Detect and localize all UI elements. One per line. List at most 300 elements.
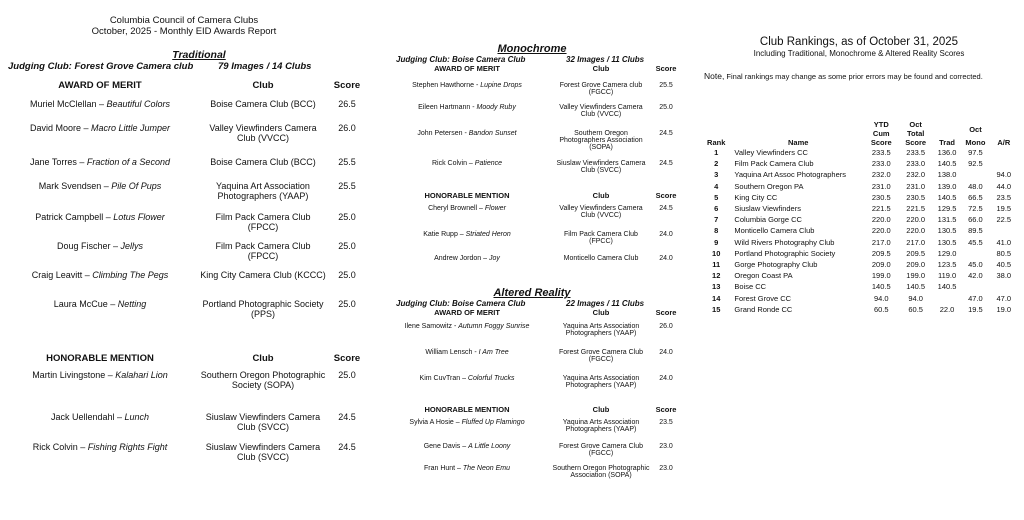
photographer-name: Ilene Samowitz — [404, 323, 453, 330]
rankings-subtitle: Including Traditional, Monochrome & Altered Reality Scores — [753, 49, 965, 58]
name-title-separator: – — [96, 99, 107, 109]
photographer-entry — [382, 130, 552, 137]
ar-score — [990, 225, 1018, 236]
club-name: Film Pack Camera Club — [734, 159, 814, 169]
ytd-score: 233.0 — [871, 159, 891, 169]
ytd-score: 209.5 — [871, 248, 891, 258]
ar-score: 22.5 — [996, 215, 1012, 225]
trad-score — [933, 293, 961, 304]
mono-header: Mono — [965, 138, 986, 147]
photographer-name: Muriel McClellan — [29, 99, 97, 109]
ytd-score: 217.0 — [871, 237, 891, 247]
ar-score: 19.0 — [996, 304, 1012, 314]
ytd-header: YTD Cum Score — [870, 120, 892, 147]
image-title: Pile Of Pups — [111, 181, 162, 191]
club-name: Southern Oregon Photographic Society (SOPA) — [200, 370, 326, 390]
mono-score: 66.0 — [968, 215, 983, 225]
club-name: Valley Viewfinders CC — [734, 148, 808, 157]
image-title: Lunch — [124, 412, 150, 422]
ranking-row — [700, 203, 1018, 214]
image-title: Joy — [488, 255, 500, 262]
oct-group-header: Oct — [969, 125, 982, 134]
award-row — [382, 349, 682, 375]
club-name: Monticello Camera Club — [563, 255, 639, 262]
image-title: The Neon Emu — [462, 465, 510, 472]
ytd-score: 232.0 — [871, 170, 891, 180]
ar-score: 40.5 — [996, 260, 1012, 270]
trad-score: 131.5 — [937, 215, 957, 225]
ranking-row — [700, 181, 1018, 192]
rank-number: 1 — [714, 148, 719, 157]
mono-score: 42.0 — [968, 271, 983, 281]
award-row — [382, 443, 682, 465]
ranking-row — [700, 147, 1018, 158]
photographer-entry — [0, 241, 200, 251]
photographer-name: Cheryl Brownell — [428, 205, 478, 212]
image-title: Fishing Rights Fight — [87, 442, 168, 452]
rank-number: 3 — [714, 170, 719, 180]
oct-total-score: 60.5 — [908, 304, 923, 314]
name-title-separator: – — [114, 412, 125, 422]
photographer-entry — [382, 255, 552, 262]
rankings-table — [700, 107, 1018, 315]
mono-altered-column — [382, 0, 682, 497]
club-name: Monticello Camera Club — [734, 226, 815, 236]
mono-score — [961, 281, 989, 292]
trad-score: 129.0 — [937, 248, 957, 258]
ranking-row — [700, 281, 1018, 292]
rankings-column — [700, 0, 1018, 315]
image-title: Lupine Drops — [480, 82, 522, 89]
ytd-score: 199.0 — [871, 271, 891, 281]
image-title: Colorful Trucks — [467, 375, 515, 382]
trad-score: 140.5 — [937, 192, 957, 202]
award-row — [382, 323, 682, 349]
score-value: 24.5 — [338, 442, 356, 452]
name-title-separator: – — [107, 299, 118, 309]
photographer-name: William Lensch — [425, 349, 473, 356]
name-title-separator: – — [110, 241, 121, 251]
photographer-name: Craig Leavitt — [31, 270, 83, 280]
name-title-separator: – — [466, 160, 475, 167]
score-header-label: Score — [655, 64, 677, 73]
monochrome-judging-row — [382, 55, 682, 64]
photographer-name: Laura McCue — [53, 299, 108, 309]
trad-score: 130.5 — [937, 226, 957, 236]
image-title: I Am Tree — [478, 349, 509, 356]
name-title-separator: - — [462, 130, 469, 137]
club-name: Siuslaw Viewfinders Camera Club (SVCC) — [556, 160, 646, 174]
trad-score: 22.0 — [939, 304, 955, 314]
traditional-section-title: Traditional — [172, 49, 226, 61]
mono-score: 97.5 — [968, 148, 983, 157]
ranking-row — [700, 270, 1018, 281]
rank-header: Rank — [707, 138, 726, 147]
monochrome-merit-list — [382, 82, 682, 186]
score-header-label: Score — [655, 308, 677, 317]
altered-judging-club: Judging Club: Boise Camera Club — [396, 299, 526, 308]
club-name: Siuslaw Viewfinders Camera Club (SVCC) — [205, 442, 321, 462]
name-title-separator: – — [455, 465, 463, 472]
club-name: Film Pack Camera Club (FPCC) — [215, 212, 311, 232]
image-title: Kalahari Lion — [115, 370, 168, 380]
score-value: 26.5 — [338, 99, 356, 109]
ytd-score: 233.5 — [871, 148, 891, 157]
award-row — [0, 442, 368, 472]
ranking-row — [700, 158, 1018, 169]
club-name: King City CC — [734, 192, 778, 202]
photographer-name: Eileen Hartmann — [418, 104, 471, 111]
altered-merit-list — [382, 323, 682, 401]
award-row — [382, 419, 682, 443]
image-title: Flower — [484, 205, 506, 212]
altered-image-count: 22 Images / 11 Clubs — [566, 299, 645, 308]
name-title-separator: – — [481, 255, 489, 262]
image-title: Macro Little Jumper — [91, 123, 171, 133]
note-label: Note, — [704, 71, 725, 81]
award-row — [382, 375, 682, 401]
hm-header-label: HONORABLE MENTION — [424, 405, 510, 414]
score-value: 24.5 — [338, 412, 356, 422]
oct-total-score: 220.0 — [906, 215, 926, 225]
oct-total-score: 217.0 — [906, 237, 926, 247]
trad-header: Trad — [939, 138, 955, 147]
photographer-name: Mark Svendsen — [38, 181, 102, 191]
name-title-separator: – — [101, 181, 112, 191]
ytd-score: 230.5 — [871, 192, 891, 202]
club-name: Wild Rivers Photography Club — [734, 237, 835, 247]
club-header-label: Club — [592, 191, 610, 200]
score-header-label: Score — [333, 353, 361, 364]
club-name: Siuslaw Viewfinders Camera Club (SVCC) — [205, 412, 321, 432]
ranking-row — [700, 169, 1018, 180]
report-subtitle: October, 2025 - Monthly EID Awards Report — [91, 26, 277, 37]
score-value: 24.5 — [659, 205, 673, 212]
altered-merit-header — [382, 308, 682, 317]
image-title: Jellys — [120, 241, 144, 251]
score-value: 24.5 — [659, 130, 673, 137]
oct-total-score: 209.5 — [906, 248, 926, 258]
oct-total-score: 233.0 — [906, 159, 926, 169]
award-row — [382, 255, 682, 277]
oct-total-score: 233.5 — [906, 148, 926, 157]
photographer-name: Jack Uellendahl — [50, 412, 115, 422]
rank-number: 12 — [712, 271, 721, 281]
name-title-separator: - — [474, 82, 481, 89]
ar-score — [990, 281, 1018, 292]
award-row — [382, 104, 682, 130]
score-value: 25.5 — [338, 157, 356, 167]
award-row — [382, 82, 682, 104]
traditional-hm-header — [0, 353, 368, 364]
trad-score: 136.0 — [937, 148, 957, 157]
club-name: Southern Oregon Photographic Association (SOPA) — [552, 465, 650, 479]
traditional-column — [0, 0, 368, 472]
image-title: Netting — [117, 299, 147, 309]
oct-total-score: 220.0 — [906, 226, 926, 236]
rank-number: 2 — [714, 159, 719, 169]
ranking-row — [700, 192, 1018, 203]
ranking-row — [700, 304, 1018, 315]
ranking-row — [700, 214, 1018, 225]
photographer-name: Patrick Campbell — [35, 212, 104, 222]
trad-score: 123.5 — [937, 260, 957, 270]
score-value: 24.0 — [659, 255, 673, 262]
ar-score: 19.5 — [996, 204, 1012, 214]
photographer-entry — [382, 375, 552, 382]
trad-score: 130.5 — [937, 237, 957, 247]
name-title-separator: – — [457, 231, 466, 238]
image-title: Climbing The Pegs — [92, 270, 169, 280]
name-title-separator: – — [105, 370, 116, 380]
club-name: Oregon Coast PA — [734, 271, 793, 281]
club-name: Portland Photographic Society (PPS) — [202, 299, 324, 319]
trad-score: 139.0 — [937, 181, 957, 191]
club-name: Forest Grove Camera Club (FGCC) — [558, 349, 644, 363]
ytd-score: 231.0 — [871, 181, 891, 191]
score-value: 24.0 — [659, 231, 673, 238]
score-value: 25.0 — [338, 212, 356, 222]
ar-score: 47.0 — [996, 293, 1012, 303]
photographer-name: Jane Torres — [30, 157, 77, 167]
rankings-header-row — [700, 107, 1018, 134]
mono-score: 45.5 — [968, 237, 983, 247]
photographer-name: Rick Colvin — [431, 160, 467, 167]
club-name: Forest Grove Camera club (FGCC) — [559, 82, 643, 96]
oct-total-score: 199.0 — [906, 271, 926, 281]
oct-total-score: 140.5 — [906, 282, 926, 292]
rank-number: 15 — [712, 304, 721, 314]
club-name: Grand Ronde CC — [734, 304, 793, 314]
award-row — [0, 123, 368, 157]
photographer-entry — [0, 123, 200, 133]
photographer-name: Martin Livingstone — [32, 370, 106, 380]
score-value: 25.0 — [338, 370, 356, 380]
merit-header-label: AWARD OF MERIT — [434, 64, 500, 73]
club-name: Valley Viewfinders Camera Club (VVCC) — [559, 205, 643, 219]
name-title-separator: – — [82, 270, 93, 280]
monochrome-hm-header — [382, 191, 682, 200]
club-name: Columbia Gorge CC — [734, 215, 802, 225]
club-name: Yaquina Art Assoc Photographers — [734, 170, 847, 180]
ranking-row — [700, 237, 1018, 248]
oct-total-score: 232.0 — [906, 170, 926, 180]
name-title-separator: – — [453, 419, 462, 426]
photographer-entry — [382, 419, 552, 426]
club-name: Boise Camera Club (BCC) — [210, 99, 316, 109]
photographer-entry — [0, 181, 200, 191]
ar-score: 44.0 — [996, 181, 1012, 191]
ar-score — [990, 158, 1018, 169]
ar-score: 80.5 — [996, 248, 1012, 258]
image-title: Beautiful Colors — [106, 99, 171, 109]
score-value: 23.0 — [659, 465, 673, 472]
altered-judging-row — [382, 299, 682, 308]
photographer-entry — [382, 323, 552, 330]
club-header-label: Club — [252, 353, 274, 364]
photographer-name: David Moore — [29, 123, 81, 133]
photographer-entry — [382, 465, 552, 472]
rankings-body — [700, 147, 1018, 315]
club-name: Film Pack Camera Club (FPCC) — [215, 241, 311, 261]
score-value: 26.0 — [659, 323, 673, 330]
image-title: Autumn Foggy Sunrise — [458, 323, 530, 330]
rank-number: 5 — [714, 192, 719, 202]
rank-number: 6 — [714, 204, 719, 214]
photographer-entry — [0, 442, 200, 452]
photographer-entry — [0, 299, 200, 309]
image-title: Striated Heron — [465, 231, 511, 238]
photographer-entry — [382, 160, 552, 167]
photographer-name: Andrew Jordon — [434, 255, 482, 262]
name-title-separator: – — [77, 442, 88, 452]
score-value: 25.0 — [659, 104, 673, 111]
club-name: Boise CC — [734, 282, 767, 292]
rank-number: 9 — [714, 237, 719, 247]
club-name: Portland Photographic Society — [734, 248, 836, 258]
name-title-separator: – — [460, 443, 469, 450]
award-row — [0, 212, 368, 241]
rank-number: 13 — [712, 282, 721, 292]
photographer-name: Gene Davis — [423, 443, 461, 450]
photographer-name: Rick Colvin — [32, 442, 78, 452]
ytd-score: 209.0 — [871, 260, 891, 270]
altered-section-title: Altered Reality — [493, 287, 571, 299]
ranking-row — [700, 293, 1018, 304]
mono-score: 72.5 — [968, 204, 983, 214]
rank-number: 7 — [714, 215, 719, 225]
rank-number: 11 — [712, 260, 721, 270]
club-name: Valley Viewfinders Camera Club (VVCC) — [559, 104, 643, 118]
image-title: A Little Loony — [468, 443, 511, 450]
score-value: 25.0 — [338, 270, 356, 280]
report-header — [0, 0, 368, 37]
monochrome-judging-club: Judging Club: Boise Camera Club — [396, 55, 526, 64]
award-row — [0, 99, 368, 123]
traditional-merit-header — [0, 80, 368, 91]
award-row — [382, 160, 682, 186]
ytd-score: 221.5 — [871, 204, 891, 214]
club-name: Valley Viewfinders Camera Club (VVCC) — [209, 123, 317, 143]
award-row — [0, 412, 368, 442]
ranking-row — [700, 225, 1018, 236]
merit-header-label: AWARD OF MERIT — [434, 308, 500, 317]
mono-score: 66.5 — [968, 192, 983, 202]
photographer-name: Sylvia A Hosie — [409, 419, 454, 426]
ar-score: 38.0 — [996, 271, 1012, 281]
image-title: Lotus Flower — [113, 212, 165, 222]
award-row — [0, 299, 368, 333]
award-row — [0, 270, 368, 299]
club-header-label: Club — [592, 405, 610, 414]
ytd-score: 220.0 — [871, 215, 891, 225]
award-row — [382, 130, 682, 160]
mono-score: 89.5 — [968, 226, 983, 236]
name-title-separator: - — [452, 323, 459, 330]
monochrome-merit-header — [382, 64, 682, 73]
traditional-judging-club: Judging Club: Forest Grove Camera club — [8, 61, 194, 72]
club-name: Yaquina Arts Association Photographers (YAAP) — [562, 419, 640, 433]
ar-score: 41.0 — [996, 237, 1012, 247]
rank-number: 4 — [714, 181, 719, 191]
club-name: Gorge Photography Club — [734, 260, 818, 270]
traditional-merit-list — [0, 99, 368, 333]
trad-score: 119.0 — [937, 271, 957, 281]
score-value: 26.0 — [338, 123, 356, 133]
score-header-label: Score — [655, 191, 677, 200]
ranking-row — [700, 248, 1018, 259]
altered-hm-list — [382, 419, 682, 497]
ytd-score: 94.0 — [873, 293, 889, 303]
photographer-name: Stephen Hawthorne — [412, 82, 474, 89]
club-name: Southern Oregon PA — [734, 181, 804, 191]
club-name: Yaquina Arts Association Photographers (YAAP) — [562, 375, 640, 389]
photographer-entry — [0, 157, 200, 167]
oct-total-header: Oct Total Score — [905, 120, 927, 147]
rank-number: 8 — [714, 226, 719, 236]
photographer-entry — [0, 412, 200, 422]
mono-score — [961, 169, 989, 180]
traditional-image-count: 79 Images / 14 Clubs — [218, 61, 312, 72]
club-name: King City Camera Club (KCCC) — [200, 270, 326, 280]
ar-score — [990, 147, 1018, 158]
score-value: 25.0 — [338, 299, 356, 309]
club-name: Forest Grove CC — [734, 293, 792, 303]
monochrome-hm-list — [382, 205, 682, 277]
photographer-name: Kim CuvTran — [419, 375, 461, 382]
monochrome-image-count: 32 Images / 11 Clubs — [566, 55, 645, 64]
score-header-label: Score — [655, 405, 677, 414]
score-header-label: Score — [333, 80, 361, 91]
mono-score: 48.0 — [968, 181, 983, 191]
award-row — [0, 181, 368, 212]
photographer-entry — [0, 370, 200, 380]
award-row — [382, 231, 682, 255]
award-row — [0, 157, 368, 181]
score-value: 24.5 — [659, 160, 673, 167]
photographer-entry — [382, 231, 552, 238]
hm-header-label: HONORABLE MENTION — [424, 191, 510, 200]
club-name: Siuslaw Viewfinders — [734, 204, 801, 214]
ar-header: A/R — [997, 138, 1011, 147]
ytd-score: 60.5 — [873, 304, 889, 314]
hm-header-label: HONORABLE MENTION — [46, 353, 154, 364]
ranking-row — [700, 259, 1018, 270]
trad-score: 140.5 — [937, 159, 957, 169]
name-header: Name — [788, 138, 809, 147]
score-value: 25.0 — [338, 241, 356, 251]
name-title-separator: - — [470, 104, 477, 111]
club-name: Yaquina Art Association Photographers (YAAP) — [216, 181, 310, 201]
club-header-label: Club — [592, 308, 610, 317]
oct-total-score: 221.5 — [906, 204, 926, 214]
award-row — [0, 370, 368, 412]
rankings-note — [700, 71, 1018, 81]
merit-header-label: AWARD OF MERIT — [58, 80, 142, 91]
score-value: 24.0 — [659, 375, 673, 382]
rank-number: 14 — [712, 293, 721, 303]
club-name: Southern Oregon Photographers Association (SOPA) — [559, 130, 643, 151]
photographer-name: John Petersen — [417, 130, 463, 137]
ytd-score: 140.5 — [871, 282, 891, 292]
name-title-separator: – — [460, 375, 468, 382]
photographer-name: Katie Rupp — [423, 231, 458, 238]
club-name: Film Pack Camera Club (FPCC) — [564, 231, 638, 245]
club-header-label: Club — [252, 80, 274, 91]
image-title: Fraction of a Second — [86, 157, 170, 167]
ytd-score: 220.0 — [871, 226, 891, 236]
name-title-separator: – — [76, 157, 87, 167]
